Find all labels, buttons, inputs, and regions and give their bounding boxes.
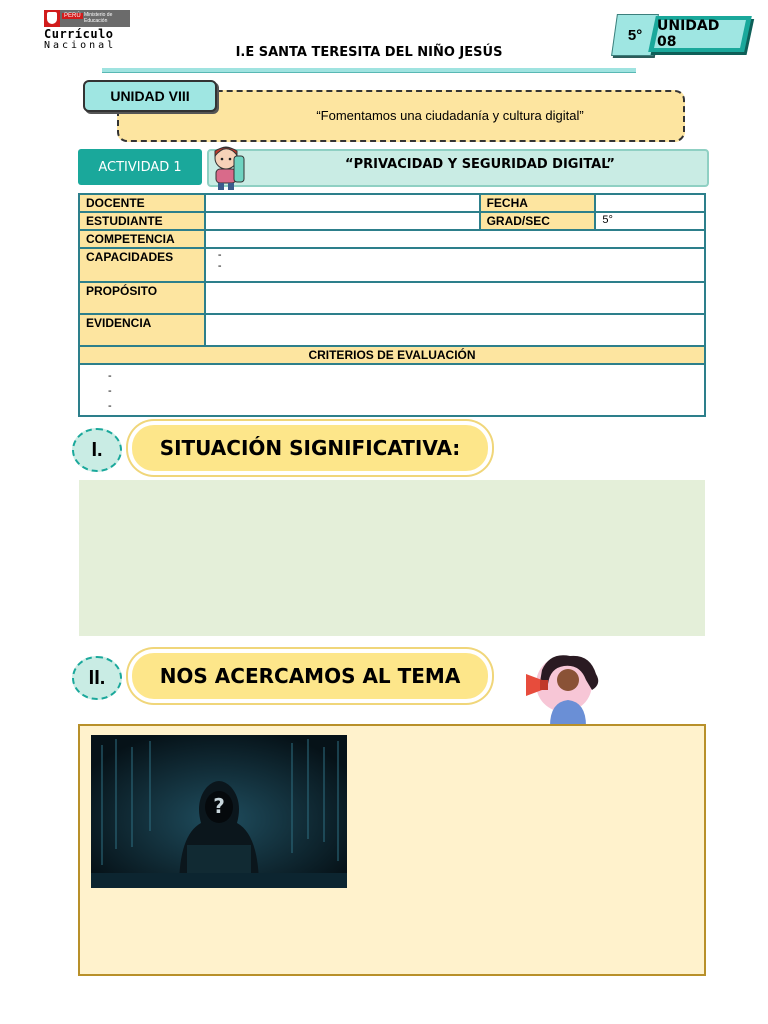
unit-badge: UNIDAD 08 (648, 16, 752, 52)
criterios-header: CRITERIOS DE EVALUACIÓN (79, 346, 705, 364)
criterio-item: - (108, 400, 112, 412)
estudiante-label: ESTUDIANTE (79, 212, 205, 230)
criterio-item: - (108, 370, 112, 382)
shield-icon (47, 12, 57, 24)
competencia-label: COMPETENCIA (79, 230, 205, 248)
svg-text:?: ? (213, 794, 225, 818)
capacidad-item: - (217, 260, 222, 272)
capacidades-label: CAPACIDADES (79, 248, 205, 282)
unidad-tag: UNIDAD VIII (83, 80, 217, 112)
logo-ministerio-label: Ministerio de Educación (84, 12, 113, 24)
section1-title: SITUACIÓN SIGNIFICATIVA: (132, 425, 488, 471)
logo-line1: Currículo (44, 27, 114, 41)
logo-peru-label: PERÚ (64, 13, 81, 19)
fecha-label: FECHA (480, 194, 596, 212)
section2-title: NOS ACERCAMOS AL TEMA (132, 653, 488, 699)
competencia-value (205, 230, 705, 248)
unidad-title: “Fomentamos una ciudadanía y cultura digital” (316, 108, 584, 123)
fecha-value (595, 194, 705, 212)
school-name: I.E SANTA TERESITA DEL NIÑO JESÚS (235, 45, 503, 60)
actividad-tag: ACTIVIDAD 1 (78, 149, 202, 185)
section2-number: II. (72, 656, 122, 700)
actividad-title: “PRIVACIDAD Y SEGURIDAD DIGITAL” (345, 157, 615, 172)
docente-value (205, 194, 480, 212)
student-writing-icon (204, 142, 254, 192)
header-divider (102, 68, 636, 73)
ministerio-bar (44, 10, 130, 27)
evidencia-value (205, 314, 705, 346)
criterio-item: - (108, 385, 112, 397)
gradsec-label: GRAD/SEC (480, 212, 596, 230)
situacion-content-area (79, 480, 705, 636)
capacidad-item: - (217, 249, 222, 261)
docente-label: DOCENTE (79, 194, 205, 212)
evidencia-label: EVIDENCIA (79, 314, 205, 346)
capacidades-value (205, 248, 705, 282)
woman-megaphone-icon (520, 650, 612, 726)
gradsec-value: 5° (595, 212, 705, 230)
section1-number: I. (72, 428, 122, 472)
proposito-value (205, 282, 705, 314)
estudiante-value (205, 212, 480, 230)
proposito-label: PROPÓSITO (79, 282, 205, 314)
hacker-image (91, 735, 347, 888)
grade-badge: 5° (611, 14, 659, 56)
criterios-value (79, 364, 705, 416)
logo-line2: Nacional (44, 40, 117, 51)
info-table (78, 193, 706, 417)
